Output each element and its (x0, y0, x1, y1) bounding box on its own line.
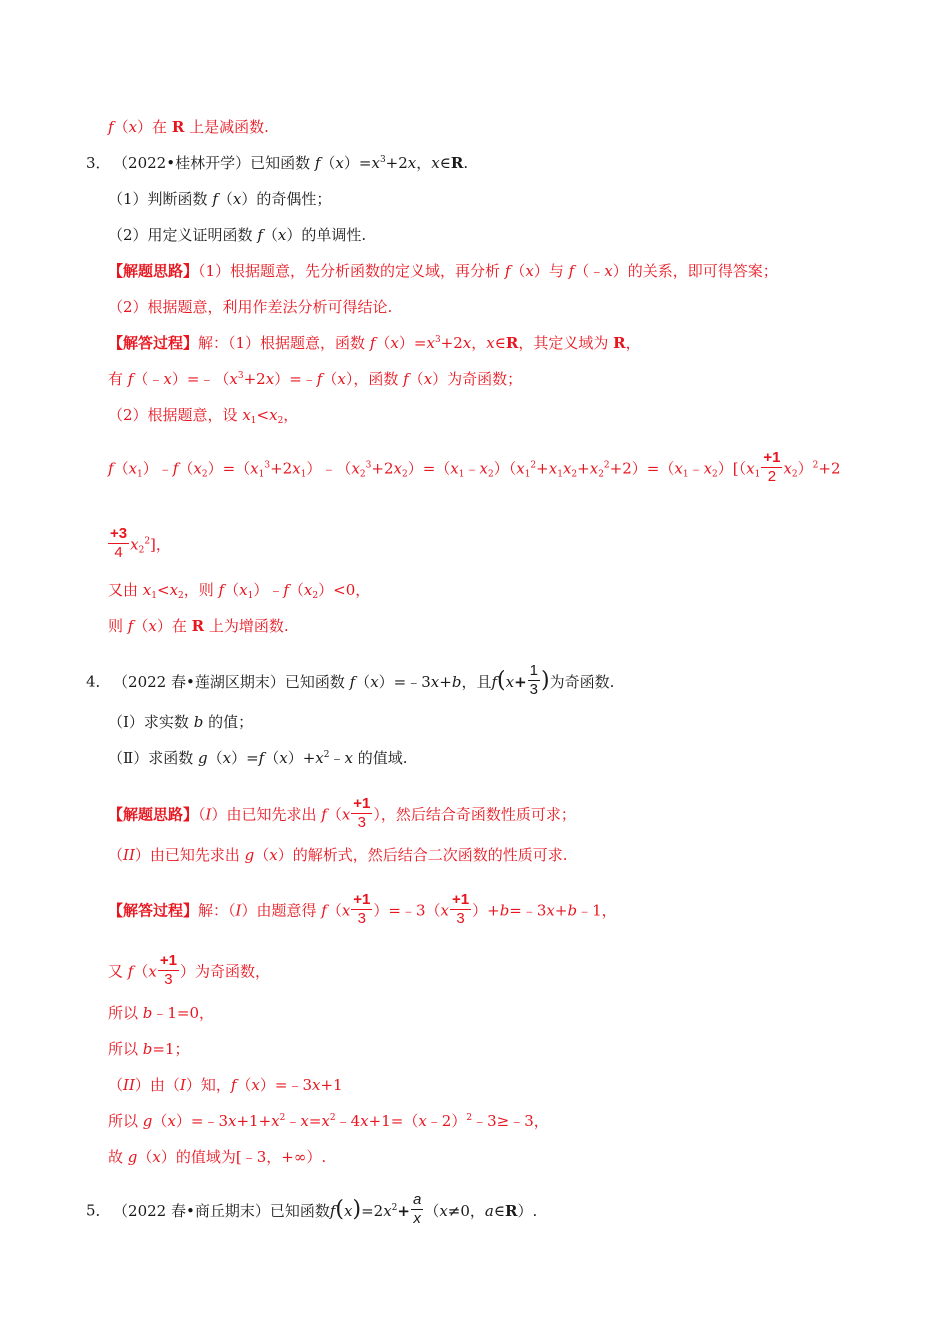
q4-proc-5: （II）由（I）知，f（x）=﹣3x+1 (108, 1076, 343, 1094)
q3-idea-1: 【解题思路】（1）根据题意，先分析函数的定义域，再分析 f（x）与 f（﹣x）的关系，即可得答案； (108, 262, 778, 280)
q3-stem: 3． （2022•桂林开学）已知函数 $f(x)=x^3+2x$，x∈R. (86, 154, 469, 172)
q3-proc-7: 则 f（x）在 R 上为增函数. (108, 617, 289, 635)
q4-idea-1: 【解题思路】（I）由已知先求出 f（x $\frac{+1}{3}$ ），然后结合奇函数性质可求； (108, 795, 576, 831)
q4-proc-2: 又 f（x $\frac{+1}{3}$ ）为奇函数， (108, 952, 270, 988)
q3-proc-6: 又由 $x_1<x_2$，则 $f(x_1)﹣f(x_2)<0$， (108, 581, 371, 601)
q4-proc-4: 所以 b=1； (108, 1040, 190, 1058)
q4-part2: （Ⅱ）求函数 $g(x)=f(x)+x^2﹣x$ 的值域. (108, 749, 408, 767)
q3-idea-2: （2）根据题意，利用作差法分析可得结论. (108, 298, 393, 316)
q3-proc-3: （2）根据题意，设 $x_1<x_2$， (108, 406, 299, 426)
q5-stem: 5． （2022 春•商丘期末）已知函数$f(x)=2x^2+$ $\frac{a}{x}$ （x≠0，a∈R）. (86, 1191, 538, 1227)
q3-proc-2: 有 $f(﹣x)=﹣(x^3+2x)=﹣f(x)$，函数 f（x）为奇函数； (108, 370, 523, 388)
q4-proc-1: 【解答过程】解：（I）由题意得 f（x $\frac{+1}{3}$ ）=﹣3（x $\frac{+1}{3}$ ）+b=﹣3x+b﹣1， (108, 891, 617, 927)
q3-proc-4: $f(x_1)﹣f(x_2)=(x_1^3+2x_1)﹣(x_2^3+2x_2)=(x_1﹣x_2)(x_1^2+x_1x_2+x_2^2+2)=(x_1﹣x_2)[(x_1$ $\frac{+1}{2}$ $x_2)^2+2$ (108, 449, 841, 485)
q2-conclusion: f（x）在 R 上是减函数. (108, 118, 269, 136)
q4-proc-3: 所以 b﹣1=0， (108, 1004, 215, 1022)
q5-number: 5． (86, 1201, 111, 1220)
q3-proc-tag: 【解答过程】 (108, 334, 199, 352)
q3-proc-5: $\frac{+3}{4}$ $x_2^2$]， (110, 525, 171, 561)
q4-proc-6: 所以 $g(x)=﹣3x+1+x^2﹣x=x^2﹣4x+1=(x﹣2)^2﹣3\ge﹣3$， (108, 1112, 549, 1130)
q4-proc-tag: 【解答过程】 (108, 901, 199, 920)
q4-idea-2: （II）由已知先求出 g（x）的解析式，然后结合二次函数的性质可求. (108, 846, 568, 864)
q3-proc-1: 【解答过程】解：（1）根据题意，函数 $f(x)=x^3+2x$，x∈R，其定义域为 R， (108, 334, 641, 352)
q3-idea-tag: 【解题思路】 (108, 262, 199, 280)
q4-number: 4． (86, 672, 111, 691)
q3-part1: （1）判断函数 f（x）的奇偶性； (108, 190, 332, 208)
q3-part2: （2）用定义证明函数 f（x）的单调性. (108, 226, 367, 244)
q4-proc-7: 故 g（x）的值域为[﹣3，+∞）. (108, 1148, 327, 1166)
q3-number: 3． (86, 154, 111, 172)
q4-idea-tag: 【解题思路】 (108, 805, 199, 824)
q4-part1: （Ⅰ）求实数 b 的值； (108, 713, 254, 731)
q4-stem: 4． （2022 春•莲湖区期末）已知函数 f（x）=﹣3x+b，且f(x+ $\frac{1}{3}$ )为奇函数. (86, 662, 615, 698)
